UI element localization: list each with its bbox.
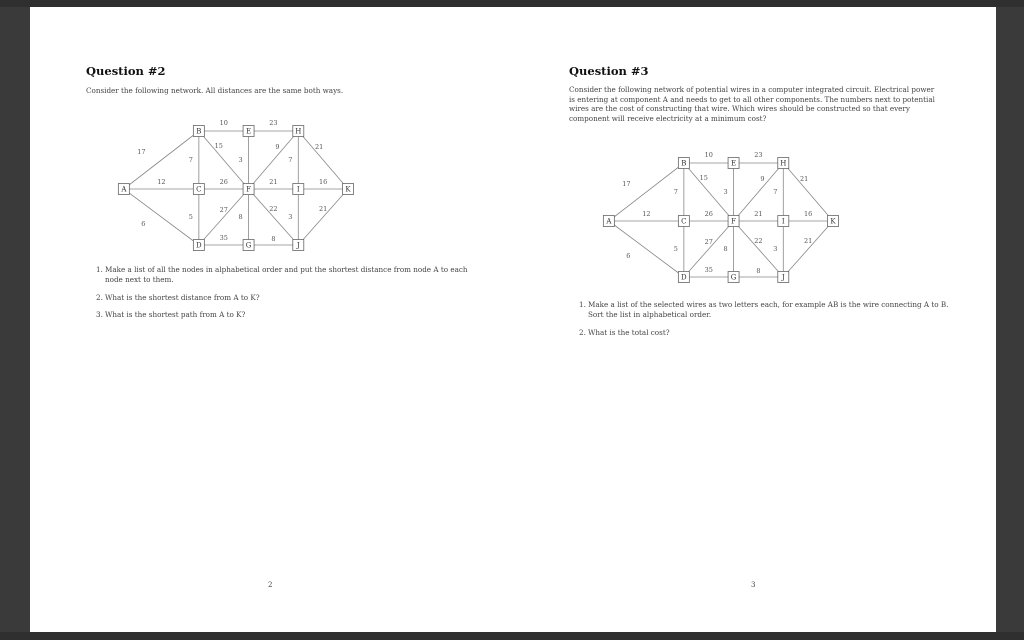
question-3-item-1 bbox=[579, 300, 954, 319]
edge-weight-label: 35 bbox=[704, 266, 713, 274]
node-a bbox=[118, 184, 129, 195]
question-3-item-2 bbox=[579, 328, 954, 338]
node-label: B bbox=[196, 127, 202, 136]
node-label: B bbox=[681, 159, 687, 168]
node-h bbox=[293, 126, 304, 137]
edge-weight-label: 21 bbox=[269, 178, 278, 186]
question-3-heading: Question #3 bbox=[569, 64, 649, 78]
node-label: K bbox=[345, 185, 351, 194]
node-e bbox=[243, 126, 254, 137]
edge-weight-label: 8 bbox=[238, 213, 243, 221]
page-number: 3 bbox=[751, 581, 756, 589]
edge-weight-label: 7 bbox=[673, 188, 678, 196]
edge-weight-label: 9 bbox=[760, 175, 765, 183]
edge-jk bbox=[298, 189, 348, 245]
node-i bbox=[293, 184, 304, 195]
node-c bbox=[678, 216, 689, 227]
edge-weight-label: 10 bbox=[219, 119, 228, 127]
node-b bbox=[678, 158, 689, 169]
question-2-heading: Question #2 bbox=[86, 64, 166, 78]
node-e bbox=[728, 158, 739, 169]
node-label: C bbox=[196, 185, 202, 194]
edge-weight-label: 27 bbox=[704, 238, 713, 246]
edge-weight-label: 21 bbox=[319, 205, 328, 213]
node-label: G bbox=[730, 273, 737, 282]
edge-weight-label: 12 bbox=[157, 178, 166, 186]
document-spread bbox=[30, 7, 996, 632]
edge-weight-label: 7 bbox=[288, 156, 293, 164]
node-label: H bbox=[780, 159, 787, 168]
node-d bbox=[678, 272, 689, 283]
item-text: What is the shortest path from A to K? bbox=[105, 310, 246, 319]
page-number: 2 bbox=[268, 581, 273, 589]
node-label: F bbox=[731, 217, 737, 226]
node-k bbox=[828, 216, 839, 227]
edge-weight-label: 17 bbox=[137, 148, 146, 156]
item-text: Make a list of the selected wires as two letters each, for example AB is the wire connecting A to B. Sort the list in alphabetical order. bbox=[588, 300, 949, 319]
question-2-intro: Consider the following network. All distances are the same both ways. bbox=[86, 86, 344, 95]
node-label: G bbox=[245, 241, 252, 250]
edge-weight-label: 6 bbox=[141, 220, 146, 228]
question-2-item-3 bbox=[96, 310, 476, 320]
edge-weight-label: 5 bbox=[188, 213, 193, 221]
edge-weight-label: 7 bbox=[773, 188, 778, 196]
page-3 bbox=[513, 7, 996, 632]
edge-weight-label: 21 bbox=[754, 210, 763, 218]
node-b bbox=[193, 126, 204, 137]
edge-weight-label: 16 bbox=[804, 210, 813, 218]
network-graph-left bbox=[108, 117, 358, 250]
edge-weight-label: 15 bbox=[214, 142, 223, 150]
node-k bbox=[343, 184, 354, 195]
edge-ad bbox=[124, 189, 199, 245]
node-j bbox=[293, 240, 304, 251]
edge-weight-label: 10 bbox=[704, 151, 713, 159]
node-label: J bbox=[781, 273, 785, 282]
edge-weight-label: 3 bbox=[238, 156, 243, 164]
node-label: E bbox=[731, 159, 737, 168]
edge-weight-label: 26 bbox=[704, 210, 713, 218]
node-f bbox=[243, 184, 254, 195]
node-label: D bbox=[196, 241, 202, 250]
edge-weight-label: 8 bbox=[271, 235, 276, 243]
edge-weight-label: 26 bbox=[219, 178, 228, 186]
edge-jk bbox=[783, 221, 833, 277]
node-f bbox=[728, 216, 739, 227]
edge-weight-label: 5 bbox=[673, 245, 678, 253]
node-h bbox=[778, 158, 789, 169]
edge-weight-label: 23 bbox=[269, 119, 278, 127]
node-label: D bbox=[681, 273, 687, 282]
edge-weight-label: 3 bbox=[773, 245, 778, 253]
edge-weight-label: 21 bbox=[800, 175, 809, 183]
edge-weight-label: 21 bbox=[804, 237, 813, 245]
edge-weight-label: 17 bbox=[622, 180, 631, 188]
node-label: A bbox=[121, 185, 127, 194]
question-2-item-1 bbox=[96, 265, 476, 284]
edge-weight-label: 3 bbox=[723, 188, 728, 196]
node-label: I bbox=[781, 217, 785, 226]
edge-weight-label: 16 bbox=[319, 178, 328, 186]
item-text: What is the shortest distance from A to K? bbox=[105, 293, 260, 302]
edge-weight-label: 23 bbox=[754, 151, 763, 159]
edge-weight-label: 9 bbox=[275, 143, 280, 151]
node-label: F bbox=[246, 185, 252, 194]
viewer-top-bar bbox=[0, 0, 1024, 7]
node-g bbox=[243, 240, 254, 251]
item-text: Make a list of all the nodes in alphabetical order and put the shortest distance from node A to each node next to them. bbox=[105, 265, 468, 284]
item-number: 1. bbox=[96, 265, 103, 274]
question-3-intro: Consider the following network of potential wires in a computer integrated circuit. Electrical power is entering at component A and needs to get to all other components. The numbers next to potential wires are the cost of constructing that wire. Which wires should be constructed so that every component will receive electricity at a minimum cost? bbox=[569, 85, 935, 123]
item-text: What is the total cost? bbox=[588, 328, 670, 337]
edge-weight-label: 22 bbox=[754, 237, 763, 245]
edge-ad bbox=[609, 221, 684, 277]
node-j bbox=[778, 272, 789, 283]
edge-weight-label: 12 bbox=[642, 210, 651, 218]
node-label: A bbox=[606, 217, 612, 226]
item-number: 2. bbox=[579, 328, 586, 337]
item-number: 1. bbox=[579, 300, 586, 309]
node-label: C bbox=[681, 217, 687, 226]
viewer-bottom-bar bbox=[0, 632, 1024, 640]
node-label: I bbox=[296, 185, 300, 194]
node-c bbox=[193, 184, 204, 195]
edge-weight-label: 7 bbox=[188, 156, 193, 164]
edge-weight-label: 22 bbox=[269, 205, 278, 213]
node-a bbox=[603, 216, 614, 227]
edge-weight-label: 21 bbox=[315, 143, 324, 151]
item-number: 2. bbox=[96, 293, 103, 302]
node-d bbox=[193, 240, 204, 251]
edge-weight-label: 15 bbox=[699, 174, 708, 182]
edge-weight-label: 8 bbox=[756, 267, 761, 275]
node-i bbox=[778, 216, 789, 227]
network-graph-right bbox=[593, 149, 843, 282]
edge-weight-label: 3 bbox=[288, 213, 293, 221]
edge-weight-label: 8 bbox=[723, 245, 728, 253]
node-label: H bbox=[295, 127, 302, 136]
question-2-item-2 bbox=[96, 293, 476, 303]
node-label: E bbox=[246, 127, 252, 136]
edge-weight-label: 27 bbox=[219, 206, 228, 214]
node-label: J bbox=[296, 241, 300, 250]
edge-weight-label: 6 bbox=[626, 252, 631, 260]
node-g bbox=[728, 272, 739, 283]
page-2 bbox=[30, 7, 513, 632]
item-number: 3. bbox=[96, 310, 103, 319]
edge-weight-label: 35 bbox=[219, 234, 228, 242]
node-label: K bbox=[830, 217, 836, 226]
